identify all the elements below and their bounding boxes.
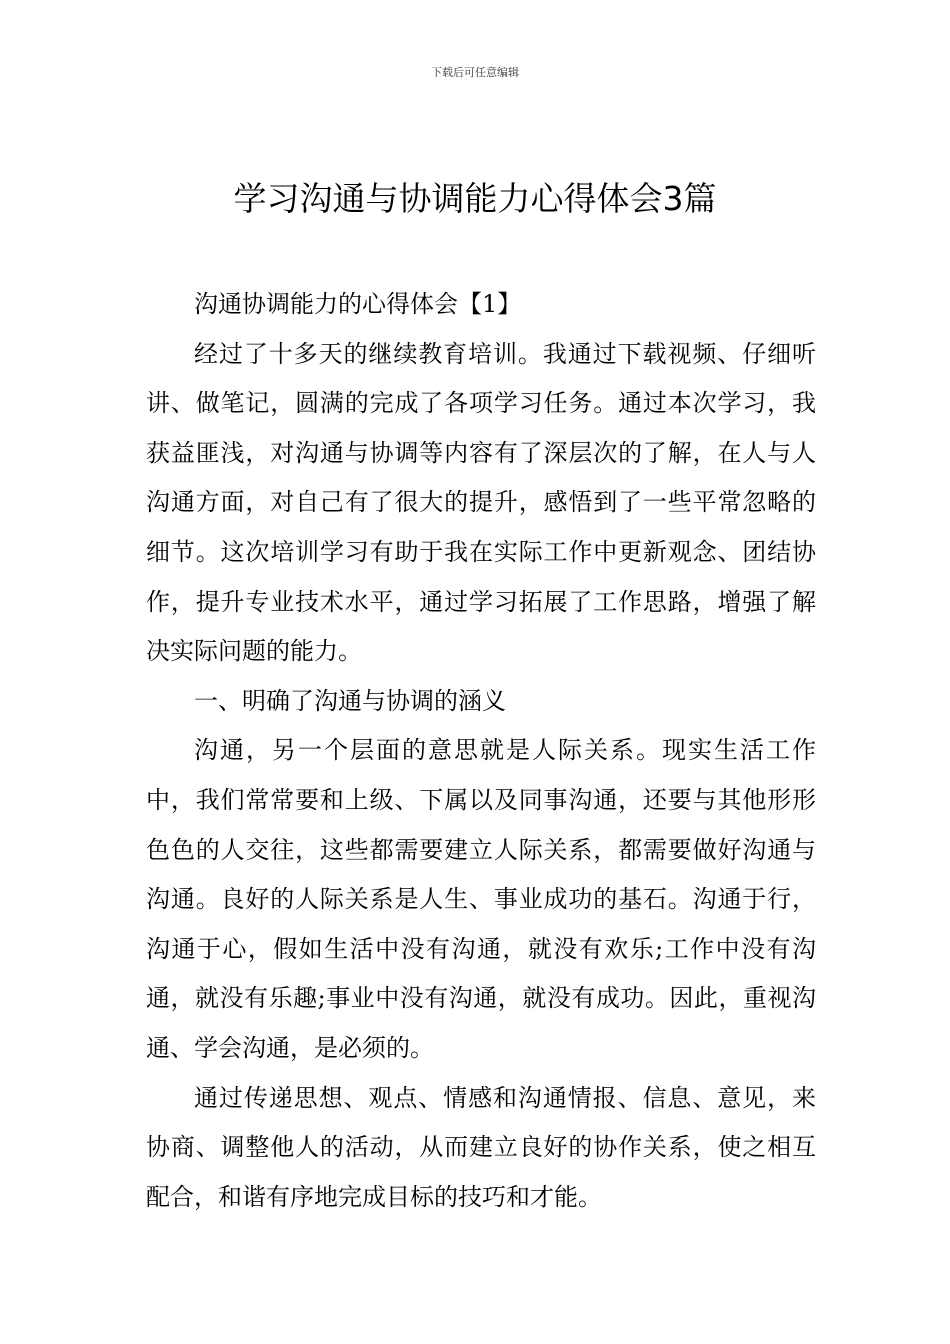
paragraph-3: 通过传递思想、观点、情感和沟通情报、信息、意见，来协商、调整他人的活动，从而建立良好的协作关系，使之相互配合，和谐有序地完成目标的技巧和才能。 (146, 1083, 816, 1211)
section-title: 沟通协调能力的心得体会【1】 (194, 290, 522, 318)
paragraph-1: 经过了十多天的继续教育培训。我通过下载视频、仔细听讲、做笔记，圆满的完成了各项学习任务。通过本次学习，我获益匪浅，对沟通与协调等内容有了深层次的了解，在人与人沟通方面，对自己有了很大的提升，感悟到了一些平常忽略的细节。这次培训学习有助于我在实际工作中更新观念、团结协作，提升专业技术水平，通过学习拓展了工作思路，增强了解决实际问题的能力。 (146, 339, 816, 666)
section-heading-1: 一、明确了沟通与协调的涵义 (194, 686, 506, 715)
header-note: 下载后可任意编辑 (431, 66, 519, 79)
document-body (146, 280, 816, 1222)
document-title: 学习沟通与协调能力心得体会3篇 (233, 179, 717, 218)
paragraph-2: 沟通，另一个层面的意思就是人际关系。现实生活工作中，我们常常要和上级、下属以及同事沟通，还要与其他形形色色的人交往，这些都需要建立人际关系，都需要做好沟通与沟通。良好的人际关系是人生、事业成功的基石。沟通于行，沟通于心，假如生活中没有沟通，就没有欢乐;工作中没有沟通，就没有乐趣;事业中没有沟通，就没有成功。因此，重视沟通、学会沟通，是必须的。 (146, 736, 816, 1062)
